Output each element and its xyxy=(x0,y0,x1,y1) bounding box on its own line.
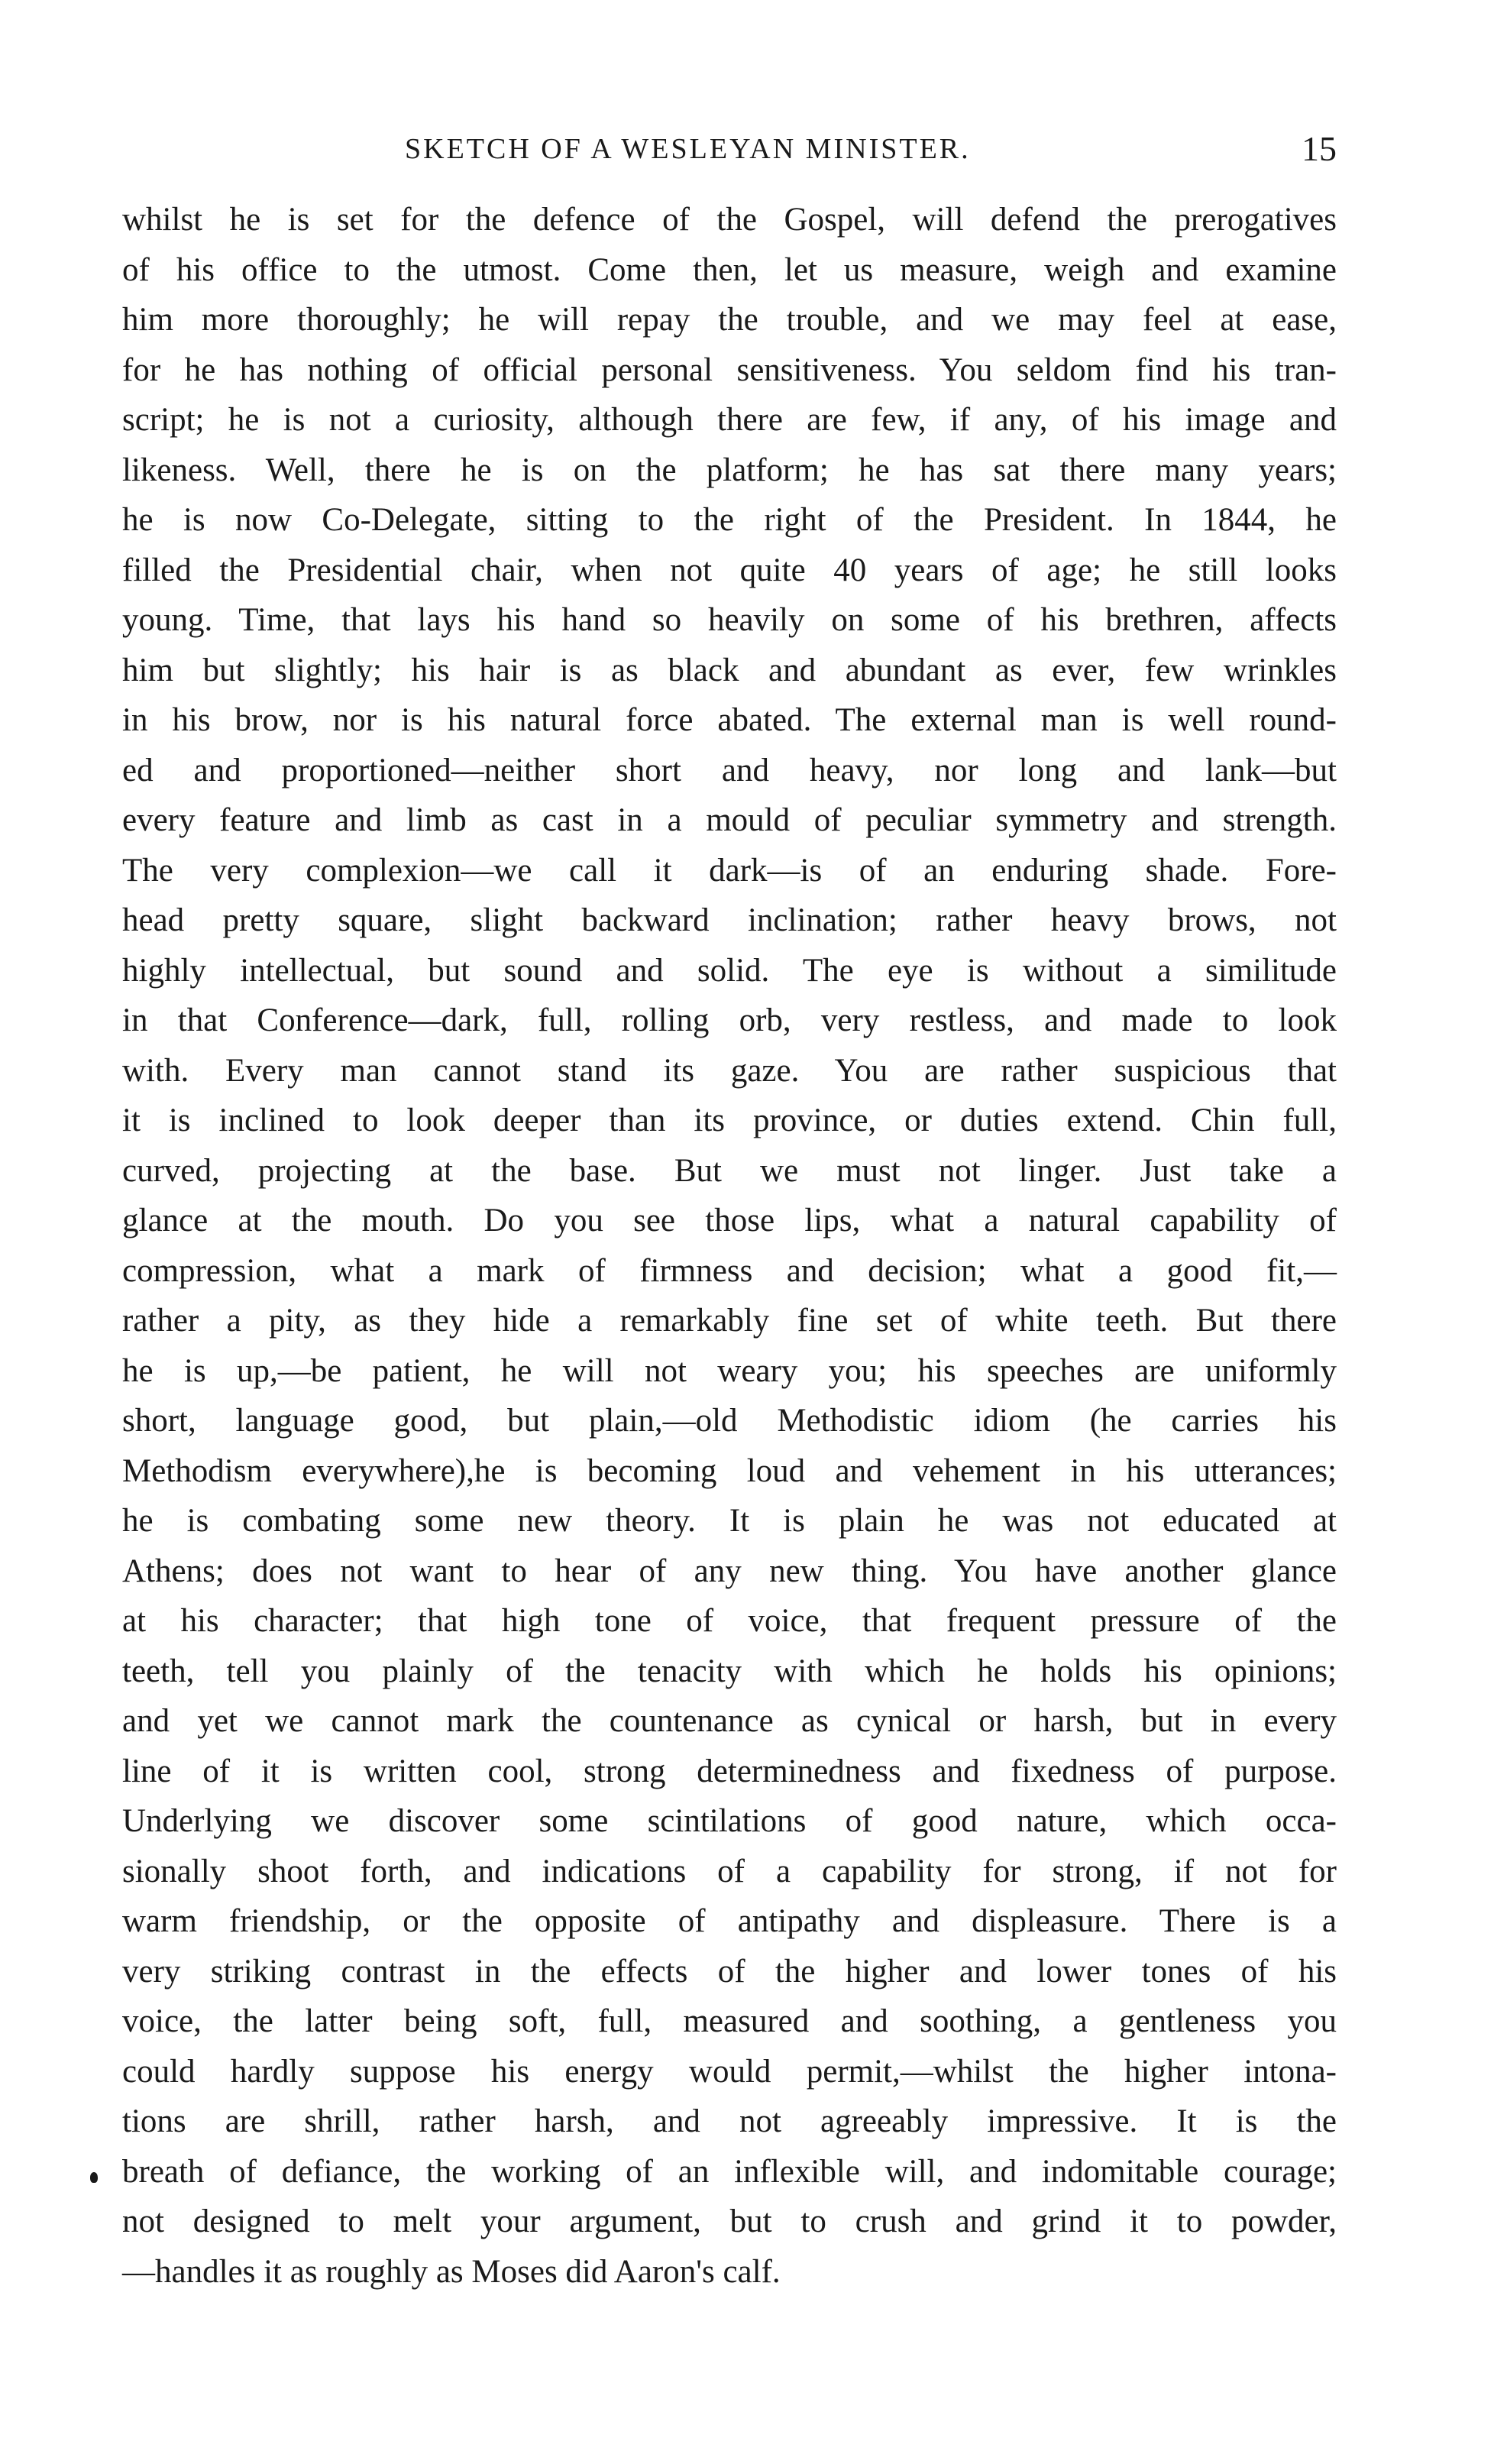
text-line: glance at the mouth. Do you see those lips, what a natural capability of xyxy=(122,1203,1337,1238)
text-line: he is up,—be patient, he will not weary you; his speeches are uniformly xyxy=(122,1352,1337,1389)
text-line: warm friendship, or the opposite of antipathy and displeasure. There is a xyxy=(122,1903,1337,1939)
text-line: head pretty square, slight backward inclination; rather heavy brows, not xyxy=(122,902,1337,938)
text-line: curved, projecting at the base. But we must not linger. Just take a xyxy=(122,1152,1337,1189)
text-line: whilst he is set for the defence of the Gospel, will defend the prerogatives xyxy=(122,202,1337,238)
text-line: script; he is not a curiosity, although there are few, if any, of his image and xyxy=(122,402,1337,438)
text-line: line of it is written cool, strong determinedness and fixedness of purpose. xyxy=(122,1753,1337,1789)
text-line: it is inclined to look deeper than its province, or duties extend. Chin full, xyxy=(122,1102,1337,1138)
running-head xyxy=(122,126,1337,172)
text-line: breath of defiance, the working of an inflexible will, and indomitable courage; xyxy=(122,2153,1337,2190)
text-line: likeness. Well, there he is on the platform; he has sat there many years; xyxy=(122,452,1337,488)
running-title: SKETCH OF A WESLEYAN MINISTER. xyxy=(405,133,971,165)
text-line: for he has nothing of official personal sensitiveness. You seldom find his tran- xyxy=(122,351,1337,388)
margin-ink-mark xyxy=(90,2172,98,2183)
text-line: Methodism everywhere),he is becoming loud and vehement in his utterances; xyxy=(122,1452,1337,1489)
text-line: not designed to melt your argument, but to crush and grind it to powder, xyxy=(122,2203,1337,2239)
text-line: short, language good, but plain,—old Methodistic idiom (he carries his xyxy=(122,1403,1337,1439)
text-line: at his character; that high tone of voice, that frequent pressure of the xyxy=(122,1603,1337,1639)
page-number: 15 xyxy=(1302,129,1337,168)
text-line: —handles it as roughly as Moses did Aaron's calf. xyxy=(122,2253,781,2290)
text-line: in that Conference—dark, full, rolling orb, very restless, and made to look xyxy=(122,1002,1337,1038)
text-line: young. Time, that lays his hand so heavily on some of his brethren, affects xyxy=(122,602,1337,638)
text-line: could hardly suppose his energy would permit,—whilst the higher intona- xyxy=(122,2053,1337,2090)
text-line: Athens; does not want to hear of any new thing. You have another glance xyxy=(122,1553,1337,1589)
text-line: The very complexion—we call it dark—is of an enduring shade. Fore- xyxy=(122,852,1337,889)
text-line: him but slightly; his hair is as black and abundant as ever, few wrinkles xyxy=(122,652,1337,688)
text-line: he is combating some new theory. It is plain he was not educated at xyxy=(122,1503,1337,1539)
body-text xyxy=(122,195,1337,2297)
text-line: him more thoroughly; he will repay the trouble, and we may feel at ease, xyxy=(122,302,1337,338)
text-line: every feature and limb as cast in a mould of peculiar symmetry and strength. xyxy=(122,802,1337,838)
text-line: very striking contrast in the effects of the higher and lower tones of his xyxy=(122,1953,1337,1990)
text-line: compression, what a mark of firmness and decision; what a good fit,— xyxy=(122,1252,1337,1289)
text-line: with. Every man cannot stand its gaze. You are rather suspicious that xyxy=(122,1052,1337,1089)
text-line: and yet we cannot mark the countenance as cynical or harsh, but in every xyxy=(122,1703,1337,1739)
text-line: Underlying we discover some scintilations of good nature, which occa- xyxy=(122,1803,1337,1839)
text-line: teeth, tell you plainly of the tenacity with which he holds his opinions; xyxy=(122,1653,1337,1689)
text-line: filled the Presidential chair, when not quite 40 years of age; he still looks xyxy=(122,552,1337,588)
text-line: sionally shoot forth, and indications of a capability for strong, if not for xyxy=(122,1853,1337,1889)
text-line: of his office to the utmost. Come then, let us measure, weigh and examine xyxy=(122,251,1337,288)
text-line: voice, the latter being soft, full, measured and soothing, a gentleness you xyxy=(122,2003,1337,2039)
text-line: in his brow, nor is his natural force abated. The external man is well round- xyxy=(122,702,1337,738)
text-line: rather a pity, as they hide a remarkably fine set of white teeth. But there xyxy=(122,1303,1337,1339)
text-line: ed and proportioned—neither short and heavy, nor long and lank—but xyxy=(122,752,1337,788)
text-line: highly intellectual, but sound and solid. The eye is without a similitude xyxy=(122,952,1337,989)
text-line: tions are shrill, rather harsh, and not agreeably impressive. It is the xyxy=(122,2103,1337,2139)
text-line: he is now Co-Delegate, sitting to the right of the President. In 1844, he xyxy=(122,502,1337,538)
